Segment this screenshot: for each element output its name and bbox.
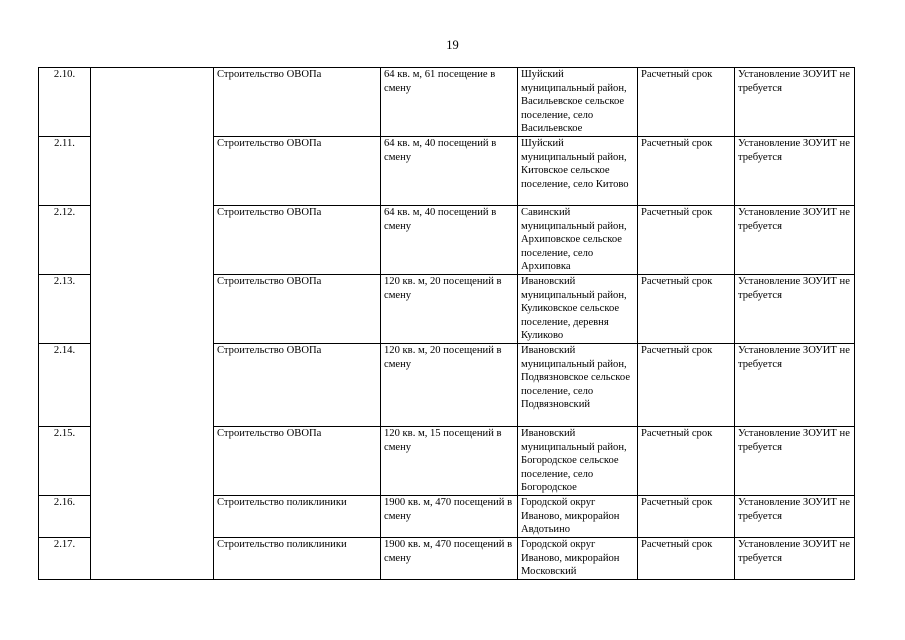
row-number: 2.13.: [39, 275, 91, 344]
object-name: Строительство поликлиники: [214, 538, 381, 580]
object-name: Строительство ОВОПа: [214, 344, 381, 427]
row-number: 2.16.: [39, 496, 91, 538]
implementation-term: Расчетный срок: [638, 275, 735, 344]
object-location: Ивановский муниципальный район, Подвязновское сельское поселение, село Подвязновский: [518, 344, 638, 427]
object-parameters: 1900 кв. м, 470 посещений в смену: [381, 538, 518, 580]
zone-requirement: Установление ЗОУИТ не требуется: [735, 344, 855, 427]
object-location: Ивановский муниципальный район, Куликовское сельское поселение, деревня Куликово: [518, 275, 638, 344]
zone-requirement: Установление ЗОУИТ не требуется: [735, 206, 855, 275]
object-parameters: 64 кв. м, 61 посещение в смену: [381, 68, 518, 137]
zone-requirement: Установление ЗОУИТ не требуется: [735, 538, 855, 580]
zone-requirement: Установление ЗОУИТ не требуется: [735, 137, 855, 206]
row-number: 2.11.: [39, 137, 91, 206]
zone-requirement: Установление ЗОУИТ не требуется: [735, 275, 855, 344]
object-parameters: 120 кв. м, 20 посещений в смену: [381, 275, 518, 344]
object-location: Городской округ Иваново, микрорайон Московский: [518, 538, 638, 580]
object-parameters: 64 кв. м, 40 посещений в смену: [381, 137, 518, 206]
object-parameters: 1900 кв. м, 470 посещений в смену: [381, 496, 518, 538]
page-number: 19: [446, 38, 459, 52]
merged-empty-cell: [91, 68, 214, 580]
object-name: Строительство ОВОПа: [214, 206, 381, 275]
object-location: Ивановский муниципальный район, Богородское сельское поселение, село Богородское: [518, 427, 638, 496]
zone-requirement: Установление ЗОУИТ не требуется: [735, 427, 855, 496]
implementation-term: Расчетный срок: [638, 68, 735, 137]
object-name: Строительство ОВОПа: [214, 427, 381, 496]
row-number: 2.17.: [39, 538, 91, 580]
object-name: Строительство ОВОПа: [214, 68, 381, 137]
zone-requirement: Установление ЗОУИТ не требуется: [735, 496, 855, 538]
object-parameters: 120 кв. м, 20 посещений в смену: [381, 344, 518, 427]
object-location: Шуйский муниципальный район, Китовское сельское поселение, село Китово: [518, 137, 638, 206]
implementation-term: Расчетный срок: [638, 206, 735, 275]
object-location: Городской округ Иваново, микрорайон Авдотьино: [518, 496, 638, 538]
row-number: 2.10.: [39, 68, 91, 137]
object-parameters: 120 кв. м, 15 посещений в смену: [381, 427, 518, 496]
object-location: Савинский муниципальный район, Архиповское сельское поселение, село Архиповка: [518, 206, 638, 275]
row-number: 2.12.: [39, 206, 91, 275]
implementation-term: Расчетный срок: [638, 496, 735, 538]
planning-table: [38, 67, 855, 580]
implementation-term: Расчетный срок: [638, 344, 735, 427]
object-name: Строительство ОВОПа: [214, 275, 381, 344]
object-name: Строительство поликлиники: [214, 496, 381, 538]
object-name: Строительство ОВОПа: [214, 137, 381, 206]
object-location: Шуйский муниципальный район, Васильевское сельское поселение, село Васильевское: [518, 68, 638, 137]
implementation-term: Расчетный срок: [638, 538, 735, 580]
object-parameters: 64 кв. м, 40 посещений в смену: [381, 206, 518, 275]
implementation-term: Расчетный срок: [638, 427, 735, 496]
row-number: 2.15.: [39, 427, 91, 496]
table-row: [39, 68, 855, 137]
zone-requirement: Установление ЗОУИТ не требуется: [735, 68, 855, 137]
row-number: 2.14.: [39, 344, 91, 427]
implementation-term: Расчетный срок: [638, 137, 735, 206]
